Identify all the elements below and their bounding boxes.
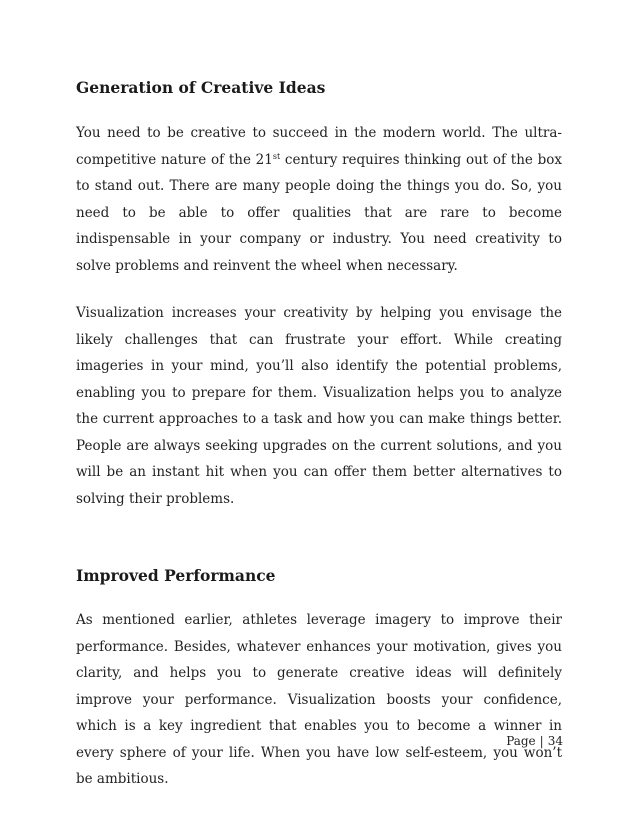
page-footer bbox=[506, 734, 563, 748]
section-heading-improved-performance: Improved Performance bbox=[76, 566, 276, 585]
page-number: 34 bbox=[547, 734, 563, 748]
section-heading-creative-ideas: Generation of Creative Ideas bbox=[76, 78, 326, 97]
page-separator: | bbox=[539, 734, 544, 748]
paragraph-text-part: century requires thinking out of the box to stand out. There are many people doing the things you do. So, you need to be able to offer qualities that are rare to become indispensable in your company or industry. You need creativity to solve problems and reinvent the wheel when necessary. bbox=[76, 151, 562, 274]
paragraph-visualization-creativity: Visualization increases your creativity by helping you envisage the likely challenges that can frustrate your effort. While creating imageries in your mind, you’ll also identify the potential problems, enabling you to prepare for them. Visualization helps you to analyze the current approaches to a task and how you can make things better. People are always seeking upgrades on the current solutions, and you will be an instant hit when you can offer them better alternatives to solving their problems. bbox=[76, 305, 562, 507]
paragraph-text-part: You need to be creative to succeed in the modern world. The ultra-competitive nature of the 21 bbox=[76, 125, 562, 168]
paragraph-performance: As mentioned earlier, athletes leverage imagery to improve their performance. Besides, whatever enhances your motivation, gives you clarity, and helps you to generate creative ideas will definitely improve your performance. Visualization boosts your confidence, which is a key ingredient that enables you to become a winner in every sphere of your life. When you have low self-esteem, you won’t be ambitious. bbox=[76, 612, 562, 787]
ordinal-superscript: st bbox=[272, 151, 281, 161]
page-label: Page bbox=[506, 734, 536, 748]
paragraph-creativity-intro bbox=[76, 120, 562, 279]
page-content bbox=[76, 78, 562, 793]
